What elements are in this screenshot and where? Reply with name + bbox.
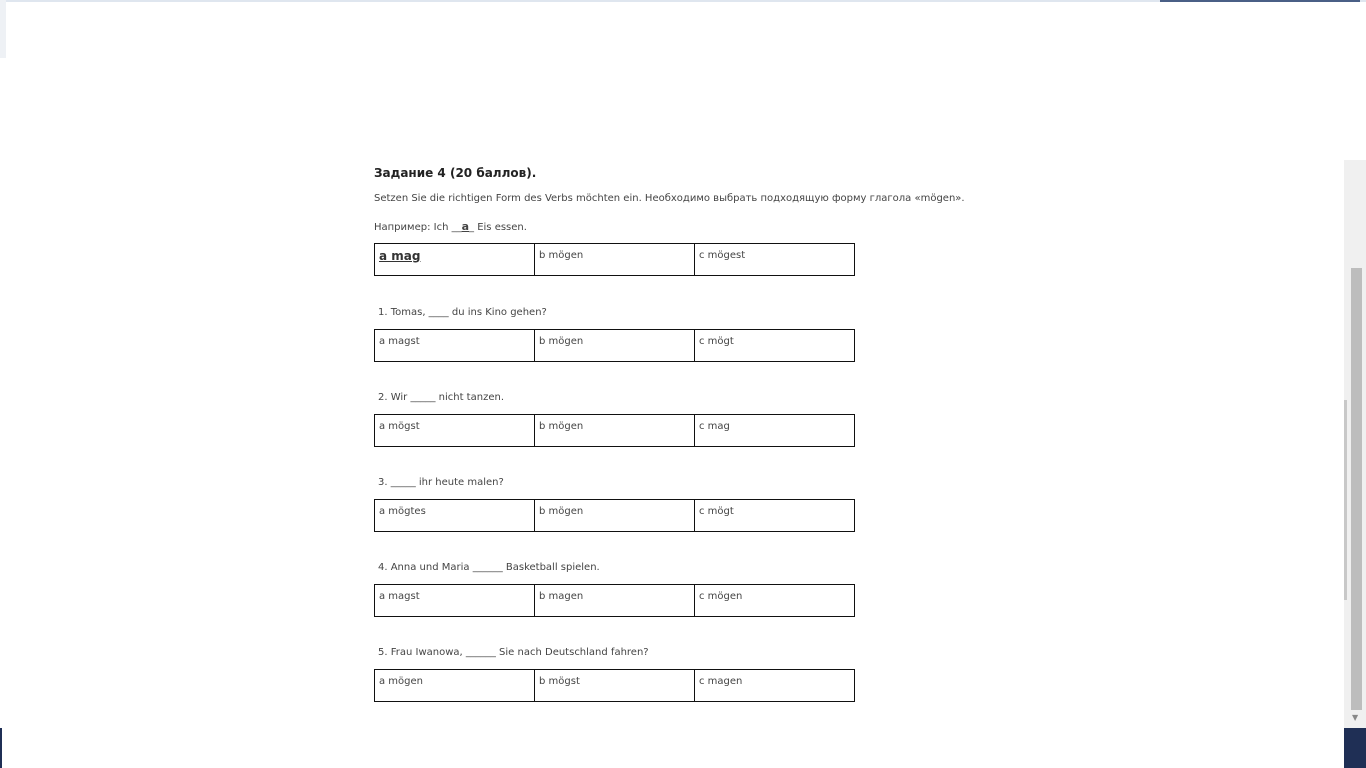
- option-a[interactable]: a mag: [375, 244, 535, 276]
- question-3-options: [374, 499, 855, 532]
- scroll-down-arrow-icon[interactable]: ▼: [1352, 713, 1359, 722]
- window-controls-strip: [1160, 0, 1360, 2]
- option-b[interactable]: b mögen: [535, 500, 695, 532]
- question-1: 1. Tomas, ____ du ins Kino gehen?: [378, 307, 547, 318]
- option-c[interactable]: c mögen: [695, 585, 855, 617]
- question-5: 5. Frau Iwanowa, ______ Sie nach Deutschland fahren?: [378, 647, 649, 658]
- example-sentence: [374, 220, 527, 233]
- question-3: 3. _____ ihr heute malen?: [378, 477, 504, 488]
- option-b[interactable]: b magen: [535, 585, 695, 617]
- option-b[interactable]: b mögst: [535, 670, 695, 702]
- example-options-table: [374, 243, 855, 276]
- example-prefix: Например: Ich __: [374, 222, 462, 233]
- question-4-options: [374, 584, 855, 617]
- option-c[interactable]: c mögt: [695, 330, 855, 362]
- question-1-options: [374, 329, 855, 362]
- example-answer: a: [461, 220, 470, 233]
- option-b[interactable]: b mögen: [535, 415, 695, 447]
- task-instruction: Setzen Sie die richtigen Form des Verbs möchten ein. Необходимо выбрать подходящую форму глагола «mögen».: [374, 193, 965, 204]
- option-b[interactable]: b mögen: [535, 330, 695, 362]
- question-4: 4. Anna und Maria ______ Basketball spielen.: [378, 562, 600, 573]
- option-b[interactable]: b mögen: [535, 244, 695, 276]
- option-a[interactable]: a mögtes: [375, 500, 535, 532]
- option-c[interactable]: c mag: [695, 415, 855, 447]
- task-title: Задание 4 (20 баллов).: [374, 166, 537, 180]
- example-suffix: _ Eis essen.: [469, 222, 527, 233]
- question-5-options: [374, 669, 855, 702]
- option-a[interactable]: a magst: [375, 585, 535, 617]
- scrollbar-thumb[interactable]: [1351, 268, 1362, 710]
- question-2: 2. Wir _____ nicht tanzen.: [378, 392, 504, 403]
- inner-scrollbar[interactable]: [1344, 400, 1347, 600]
- taskbar-edge-left: [0, 728, 2, 768]
- option-a[interactable]: a mögst: [375, 415, 535, 447]
- option-a[interactable]: a mögen: [375, 670, 535, 702]
- option-c[interactable]: c mögest: [695, 244, 855, 276]
- question-2-options: [374, 414, 855, 447]
- option-c[interactable]: c magen: [695, 670, 855, 702]
- taskbar-edge: [1344, 728, 1366, 768]
- left-edge: [0, 0, 6, 58]
- option-c[interactable]: c mögt: [695, 500, 855, 532]
- option-a[interactable]: a magst: [375, 330, 535, 362]
